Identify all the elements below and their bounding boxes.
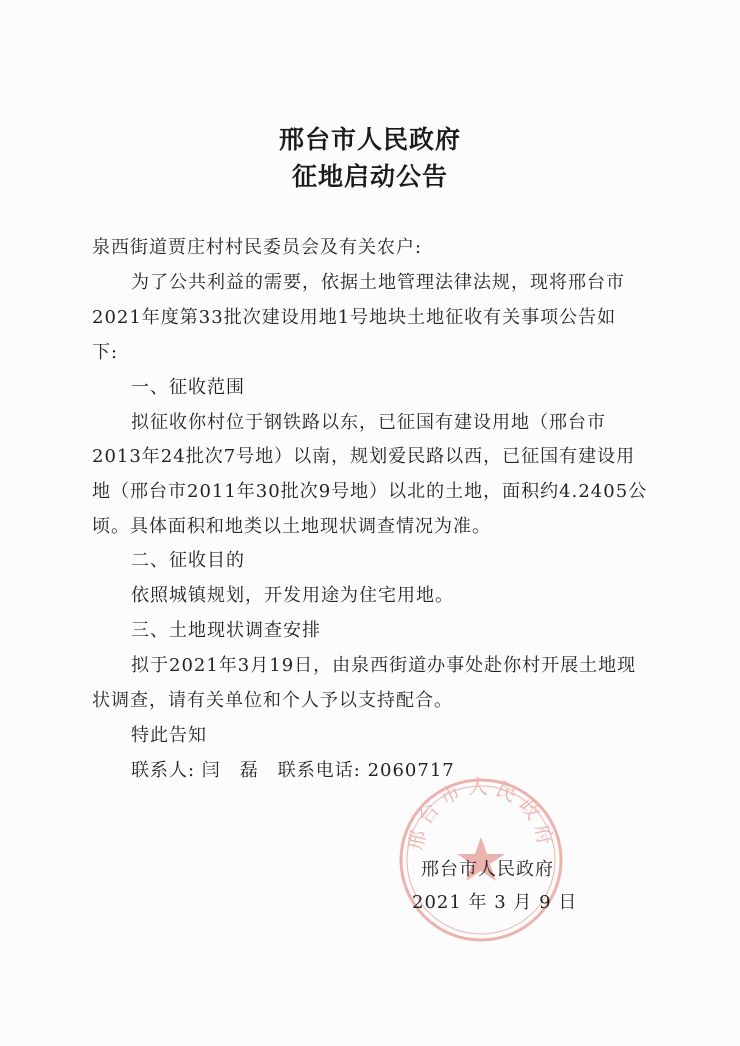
document-title: 邢台市人民政府 bbox=[278, 125, 461, 154]
section-1-line-2: 2013年24批次7号地）以南，规划爱民路以西，已征国有建设用 bbox=[92, 446, 636, 467]
section-1-line-3: 地（邢台市2011年30批次9号地）以北的土地，面积约4.2405公 bbox=[92, 481, 648, 502]
signature-date: 2021 年 3 月 9 日 bbox=[412, 892, 578, 913]
section-2-line-1: 依照城镇规划，开发用途为住宅用地。 bbox=[131, 585, 454, 606]
section-3-line-1: 拟于2021年3月19日，由泉西街道办事处赴你村开展土地现 bbox=[131, 655, 637, 676]
section-1-line-4: 顷。具体面积和地类以土地现状调查情况为准。 bbox=[92, 516, 491, 537]
intro-line-2: 2021年度第33批次建设用地1号地块土地征收有关事项公告如 bbox=[92, 307, 617, 328]
signer-name: 邢台市人民政府 bbox=[421, 859, 554, 880]
section-3-heading: 三、土地现状调查安排 bbox=[131, 620, 321, 641]
seal-text: 邢台市人民政府 bbox=[403, 775, 559, 853]
contact-line: 联系人: 闫 磊 联系电话: 2060717 bbox=[131, 760, 455, 781]
document-subtitle: 征地启动公告 bbox=[291, 162, 448, 191]
intro-line-1: 为了公共利益的需要，依据土地管理法律法规，现将邢台市 bbox=[131, 272, 625, 293]
addressee: 泉西街道贾庄村村民委员会及有关农户: bbox=[92, 237, 423, 258]
section-1-heading: 一、征收范围 bbox=[131, 377, 245, 398]
section-2-heading: 二、征收目的 bbox=[131, 550, 245, 571]
section-3-line-2: 状调查，请有关单位和个人予以支持配合。 bbox=[92, 690, 453, 711]
section-1-line-1: 拟征收你村位于钢铁路以东，已征国有建设用地（邢台市 bbox=[131, 412, 606, 433]
intro-line-3: 下: bbox=[92, 342, 119, 363]
closing-text: 特此告知 bbox=[131, 725, 207, 746]
